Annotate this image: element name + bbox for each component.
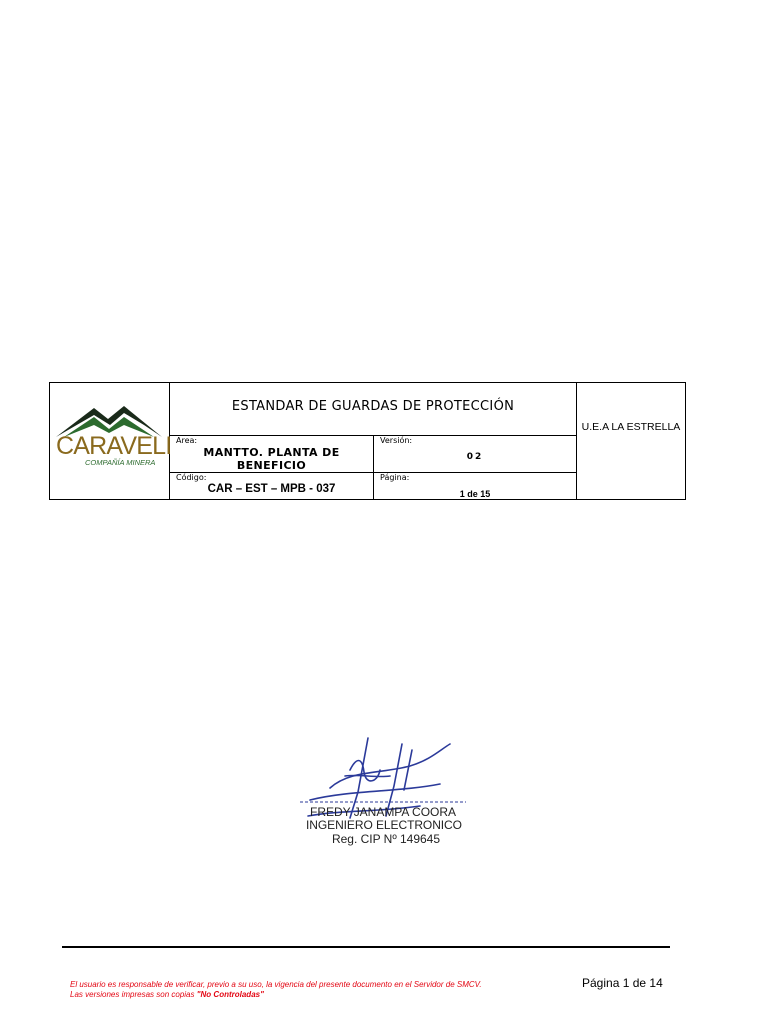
page-value: 1 de 15: [459, 489, 491, 499]
signature-title: INGENIERO ELECTRONICO: [306, 818, 462, 832]
version-value: 02: [466, 452, 484, 462]
brand-subtitle: COMPAÑÍA MINERA: [85, 458, 156, 467]
footer-disclaimer: [70, 980, 482, 1000]
area-cell: [170, 436, 374, 473]
signature-stamp: [290, 730, 470, 850]
document-title: ESTANDAR DE GUARDAS DE PROTECCIÓN: [231, 399, 515, 414]
code-label: Código:: [176, 473, 207, 482]
page-label: Página:: [380, 473, 410, 482]
document-header-table: [49, 382, 686, 500]
version-cell: [374, 436, 577, 473]
disclaimer-line-2: [70, 990, 482, 1000]
area-label: Area:: [176, 436, 198, 445]
page-cell: [374, 473, 577, 499]
code-cell: [170, 473, 374, 499]
signature-name: FREDY JANAMPA COORA: [310, 805, 456, 819]
footer-page-number: Página 1 de 14: [582, 976, 663, 990]
footer-divider: [62, 946, 670, 948]
title-cell: [170, 383, 577, 436]
location-cell: [577, 383, 685, 499]
location-text: U.E.A LA ESTRELLA: [581, 421, 681, 433]
disclaimer-prefix: Las versiones impresas son copias: [70, 990, 197, 999]
version-label: Versión:: [380, 436, 413, 445]
disclaimer-line-1: El usuario es responsable de verificar, previo a su uso, la vigencia del presente documento en el Servidor de SMCV.: [70, 980, 482, 989]
company-logo: [50, 383, 170, 499]
signature-reg: Reg. CIP Nº 149645: [332, 832, 440, 846]
brand-name: CARAVELI: [56, 432, 172, 460]
area-value: MANTTO. PLANTA DE BENEFICIO: [203, 446, 340, 472]
code-value: CAR – EST – MPB - 037: [207, 483, 336, 495]
disclaimer-emphasis: "No Controladas": [196, 990, 264, 999]
signature-icon: [290, 730, 470, 850]
